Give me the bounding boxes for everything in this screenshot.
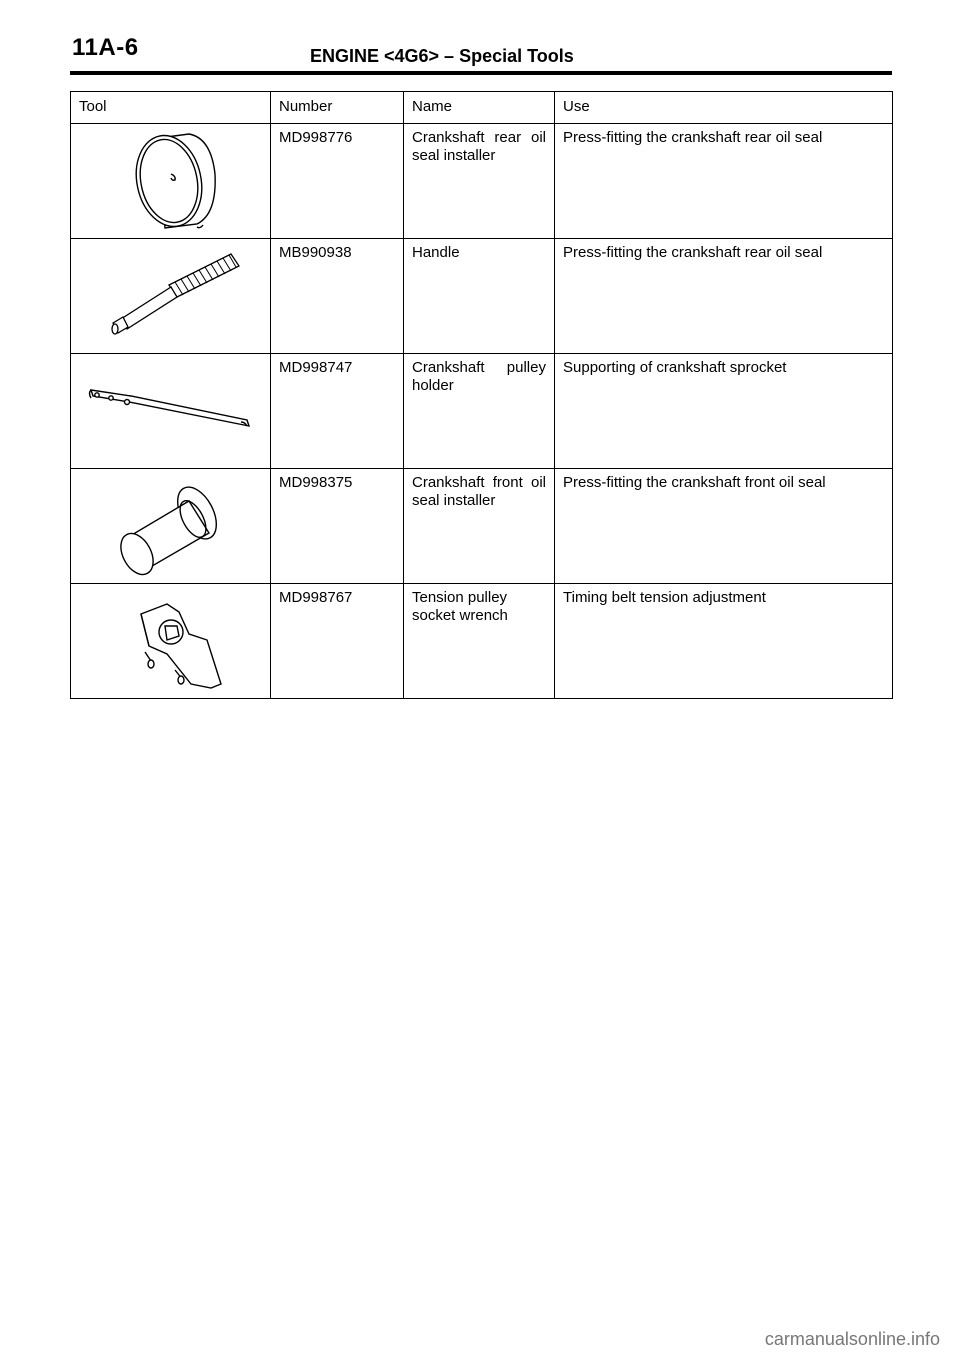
handle-icon (71, 239, 271, 354)
tool-image-cell (71, 239, 271, 354)
tool-name-line1: Crankshaft pulley (412, 359, 546, 376)
table-header-row (71, 92, 893, 124)
tool-number: MD998747 (271, 354, 404, 469)
tool-image-cell (71, 469, 271, 584)
header-rule (70, 71, 892, 75)
page-title: ENGINE <4G6> – Special Tools (310, 46, 574, 66)
oil-seal-installer-icon (71, 124, 271, 239)
tool-name-line2: seal installer (412, 492, 496, 509)
tool-name (404, 239, 555, 354)
table-row (71, 469, 893, 584)
tool-number: MD998767 (271, 584, 404, 699)
watermark: carmanualsonline.info (764, 1329, 940, 1349)
socket-wrench-icon (71, 584, 271, 699)
front-seal-installer-icon (71, 469, 271, 584)
tool-use: Press-fitting the crankshaft front oil seal (555, 469, 893, 584)
tool-name-line1: Handle (412, 244, 460, 261)
table-row (71, 124, 893, 239)
tool-name-line1: Crankshaft front oil (412, 474, 546, 491)
tool-name-line2: holder (412, 377, 454, 394)
tool-number: MD998375 (271, 469, 404, 584)
pulley-holder-icon (71, 354, 271, 469)
tool-name (404, 469, 555, 584)
page-header (72, 34, 892, 70)
page-number: 11A-6 (72, 34, 139, 61)
tool-use: Press-fitting the crankshaft rear oil seal (555, 239, 893, 354)
tool-image-cell (71, 584, 271, 699)
table-row (71, 239, 893, 354)
tool-name (404, 354, 555, 469)
tool-name-line1: Crankshaft rear oil (412, 129, 546, 146)
column-header-name: Name (404, 92, 555, 124)
tool-image-cell (71, 354, 271, 469)
tool-use: Press-fitting the crankshaft rear oil seal (555, 124, 893, 239)
special-tools-table (70, 91, 893, 699)
column-header-number: Number (271, 92, 404, 124)
column-header-tool: Tool (71, 92, 271, 124)
tool-use: Supporting of crankshaft sprocket (555, 354, 893, 469)
tool-number: MB990938 (271, 239, 404, 354)
tool-name-line2: seal installer (412, 147, 496, 164)
tool-name (404, 124, 555, 239)
tool-name-line2: socket wrench (412, 607, 508, 624)
tool-use: Timing belt tension adjustment (555, 584, 893, 699)
column-header-use: Use (555, 92, 893, 124)
table-row (71, 584, 893, 699)
tool-name (404, 584, 555, 699)
tool-image-cell (71, 124, 271, 239)
tool-number: MD998776 (271, 124, 404, 239)
table-row (71, 354, 893, 469)
tool-name-line1: Tension pulley (412, 589, 508, 606)
